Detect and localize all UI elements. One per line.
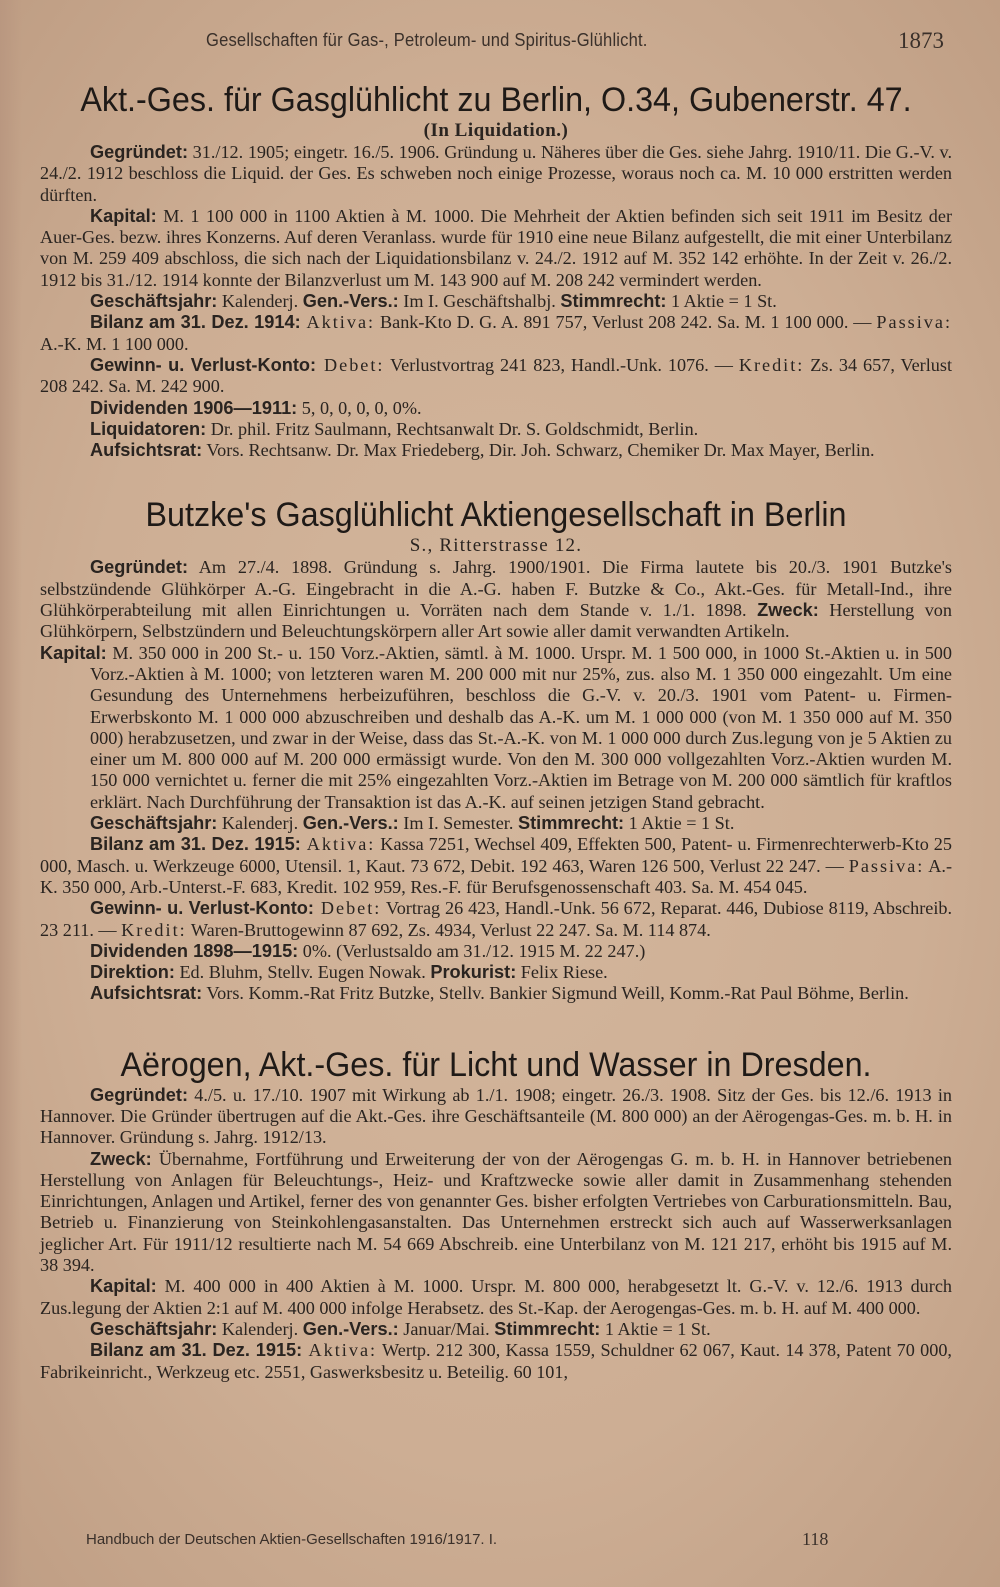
business-year-paragraph: Geschäftsjahr: Kalenderj. Gen.-Vers.: Im I. Semester. Stimmrecht: 1 Aktie = 1 St. <box>90 813 735 834</box>
dividends-paragraph: Dividenden 1898—1915: 0%. (Verlustsaldo am 31./12. 1915 M. 22 247.) <box>90 940 646 961</box>
page-content <box>40 80 952 1383</box>
running-title: Gesellschaften für Gas-, Petroleum- und Spiritus-Glühlicht. <box>206 30 648 50</box>
company-entry <box>40 1045 952 1383</box>
company-title: Akt.-Ges. für Gasglühlicht zu Berlin, O.34, Gubenerstr. 47. <box>80 81 912 119</box>
capital-paragraph: Kapital: M. 1 100 000 in 1100 Aktien à M. 1000. Die Mehrheit der Aktien befinden sich seit 1911 im Besitz der Auer-Ges. bezw. ihres Konzerns. Auf deren Veranlass. wurde für 1910 eine neue Bilanz aufgestellt, die mit einer Unterbilanz von M. 259 409 abschloss, die sich nach der Liquidationsbilanz v. 24./2. 1912 auf M. 352 142 erhöhte. In der Zeit v. 26./2. 1912 bis 31./12. 1914 konnte der Bilanzverlust um M. 143 900 auf M. 208 242 vermindert werden. <box>40 205 952 290</box>
balance-paragraph: Bilanz am 31. Dez. 1915: Aktiva: Wertp. 212 300, Kassa 1559, Schuldner 62 067, Kaut. 14 378, Patent 70 000, Fabrikeinricht., Werkzeug etc. 2551, Gaswerksbesitz u. Beteilig. 60 101, <box>40 1340 952 1382</box>
founded-paragraph: Gegründet: 31./12. 1905; eingetr. 16./5. 1906. Gründung u. Näheres über die Ges. siehe Jahrg. 1910/11. Die G.-V. v. 24./2. 1912 beschloss die Liquid. der Ges. Es schweben noch einige Prozesse, woraus noch ca. M. 10 000 erstritten werden dürften. <box>40 142 952 205</box>
purpose-paragraph: Zweck: Übernahme, Fortführung und Erweiterung der von der Aërogengas G. m. b. H. in Hannover betriebenen Herstellung von Anlagen für Beleuchtungs-, Heiz- und Kraftzwecke sowie aller damit in Zusammenhang stehenden Einrichtungen, Anlagen und Artikel, ferner des von genannter Ges. bisher erfolgten Vertriebes von Carburationsmitteln. Bau, Betrieb u. Finanzierung von Steinkohlengasanstalten. Das Unternehmen erstreckt sich auch auf Wasserwerksanlagen jeglicher Art. Für 1911/12 resultierte nach M. 54 669 Abschreib. eine Unterbilanz von M. 121 217, erhöht bis 1915 auf M. 38 394. <box>40 1148 952 1276</box>
founded-paragraph: Gegründet: Am 27./4. 1898. Gründung s. Jahrg. 1900/1901. Die Firma lautete bis 20./3. 1901 Butzke's selbstzündende Glühkörper A.-G. Eingebracht in die A.-G. haben F. Butzke & Co., Akt.-Ges. für Metall-Ind., ihre Glühkörperabteilung mit allen Einrichtungen u. Vorräten nach dem Stande v. 1./1. 1898. Zweck: Herstellung von Glühkörpern, Selbstzündern und Beleuchtungskörpern aller Art sowie aller damit verwandten Artikeln. <box>40 557 952 642</box>
balance-paragraph: Bilanz am 31. Dez. 1915: Aktiva: Kassa 7251, Wechsel 409, Effekten 500, Patent- u. Firmenrechterwerb-Kto 25 000, Masch. u. Werkzeuge 6000, Utensil. 1, Kaut. 73 672, Debit. 192 463, Waren 126 500, Verlust 22 247. — Passiva: A.-K. 350 000, Arb.-Unterst.-F. 683, Kredit. 102 959, Res.-F. für Berufsgenossenschaft 403. Sa. M. 454 045. <box>40 834 952 897</box>
profit-loss-paragraph: Gewinn- u. Verlust-Konto: Debet: Vortrag 26 423, Handl.-Unk. 56 672, Reparat. 446, Dubiose 8119, Abschreib. 23 211. — Kredit: Waren-Bruttogewinn 87 692, Zs. 4934, Verlust 22 247. Sa. M. 114 874. <box>40 898 953 940</box>
capital-paragraph: Kapital: M. 350 000 in 200 St.- u. 150 Vorz.-Aktien, sämtl. à M. 1000. Urspr. M. 1 500 000, in 1000 St.-Aktien u. in 500 Vorz.-Aktien à M. 1000; von letzteren waren M. 200 000 mit nur 25%, zus. also M. 1 350 000 eingezahlt. Um eine Gesundung des Unternehmens herbeizuführen, beschloss die G.-V. v. 20./3. 1901 vom Patent- u. Firmen-Erwerbskonto M. 1 000 000 abzuschreiben und deshalb das A.-K. um M. 1 000 000 (von M. 1 350 000 auf M. 350 000) herabzusetzen, und zwar in der Weise, dass das St.-A.-K. von M. 1 000 000 durch Zus.legung von je 5 Aktien zu einer um M. 800 000 auf M. 200 000 ermässigt wurde. Von den M. 300 000 vollgezahlten Vorz.-Aktien wurden M. 150 000 vernichtet u. ferner die mit 25% eingezahlten Vorz.-Aktien im Betrage von M. 200 000 sämtlich für kraftlos erklärt. Nach Durchführung der Transaktion ist das A.-K. auf seinen jetzigen Stand gebracht. <box>40 642 952 812</box>
supervisory-board-paragraph: Aufsichtsrat: Vors. Komm.-Rat Fritz Butzke, Stellv. Bankier Sigmund Weill, Komm.-Rat Paul Böhme, Berlin. <box>90 983 909 1004</box>
page-number: 1873 <box>898 28 944 53</box>
supervisory-board-paragraph: Aufsichtsrat: Vors. Rechtsanw. Dr. Max Friedeberg, Dir. Joh. Schwarz, Chemiker Dr. Max Mayer, Berlin. <box>90 440 875 461</box>
capital-paragraph: Kapital: M. 400 000 in 400 Aktien à M. 1000. Urspr. M. 800 000, herabgesetzt lt. G.-V. v. 12./6. 1913 durch Zus.legung der Aktien 2:1 auf M. 400 000 infolge Herabsetz. des St.-Kap. der Aerogengas-Ges. m. b. H. auf M. 400 000. <box>40 1276 952 1318</box>
section-gap <box>40 1005 952 1045</box>
dividends-paragraph: Dividenden 1906—1911: 5, 0, 0, 0, 0, 0%. <box>90 397 422 418</box>
management-paragraph: Direktion: Ed. Bluhm, Stellv. Eugen Nowak. Prokurist: Felix Riese. <box>90 962 608 983</box>
signature-mark: 118 <box>802 1529 829 1549</box>
company-address: S., Ritterstrasse 12. <box>409 535 583 557</box>
company-title: Aërogen, Akt.-Ges. für Licht und Wasser in Dresden. <box>120 1045 872 1084</box>
book-title: Handbuch der Deutschen Aktien-Gesellschaften 1916/1917. I. <box>86 1531 498 1548</box>
company-entry <box>40 80 952 461</box>
page-edge-shadow <box>0 0 22 1587</box>
company-title: Butzke's Gasglühlicht Aktiengesellschaft in Berlin <box>145 496 847 535</box>
page-footer <box>86 1531 846 1553</box>
founded-paragraph: Gegründet: 4./5. u. 17./10. 1907 mit Wirkung ab 1./1. 1908; eingetr. 26./3. 1908. Sitz der Ges. bis 12./6. 1913 in Hannover. Die Gründer übertrugen auf die Akt.-Ges. ihre Geschäftsanteile (M. 800 000) an der Aërogengas-Ges. m. b. H. in Hannover. Gründung s. Jahrg. 1912/13. <box>40 1084 952 1148</box>
balance-paragraph: Bilanz am 31. Dez. 1914: Aktiva: Bank-Kto D. G. A. 891 757, Verlust 208 242. Sa. M. 1 100 000. — Passiva: A.-K. M. 1 100 000. <box>40 312 952 354</box>
company-subtitle: (In Liquidation.) <box>423 120 569 141</box>
section-gap <box>40 461 952 495</box>
liquidators-paragraph: Liquidatoren: Dr. phil. Fritz Saulmann, Rechtsanwalt Dr. S. Goldschmidt, Berlin. <box>90 418 699 439</box>
profit-loss-paragraph: Gewinn- u. Verlust-Konto: Debet: Verlustvortrag 241 823, Handl.-Unk. 1076. — Kredit: Zs. 34 657, Verlust 208 242. Sa. M. 242 900. <box>40 354 952 397</box>
running-header <box>0 28 1000 54</box>
company-entry <box>40 495 952 1004</box>
business-year-paragraph: Geschäftsjahr: Kalenderj. Gen.-Vers.: Januar/Mai. Stimmrecht: 1 Aktie = 1 St. <box>90 1318 711 1339</box>
business-year-paragraph: Geschäftsjahr: Kalenderj. Gen.-Vers.: Im I. Geschäftshalbj. Stimmrecht: 1 Aktie = 1 St. <box>90 291 777 312</box>
